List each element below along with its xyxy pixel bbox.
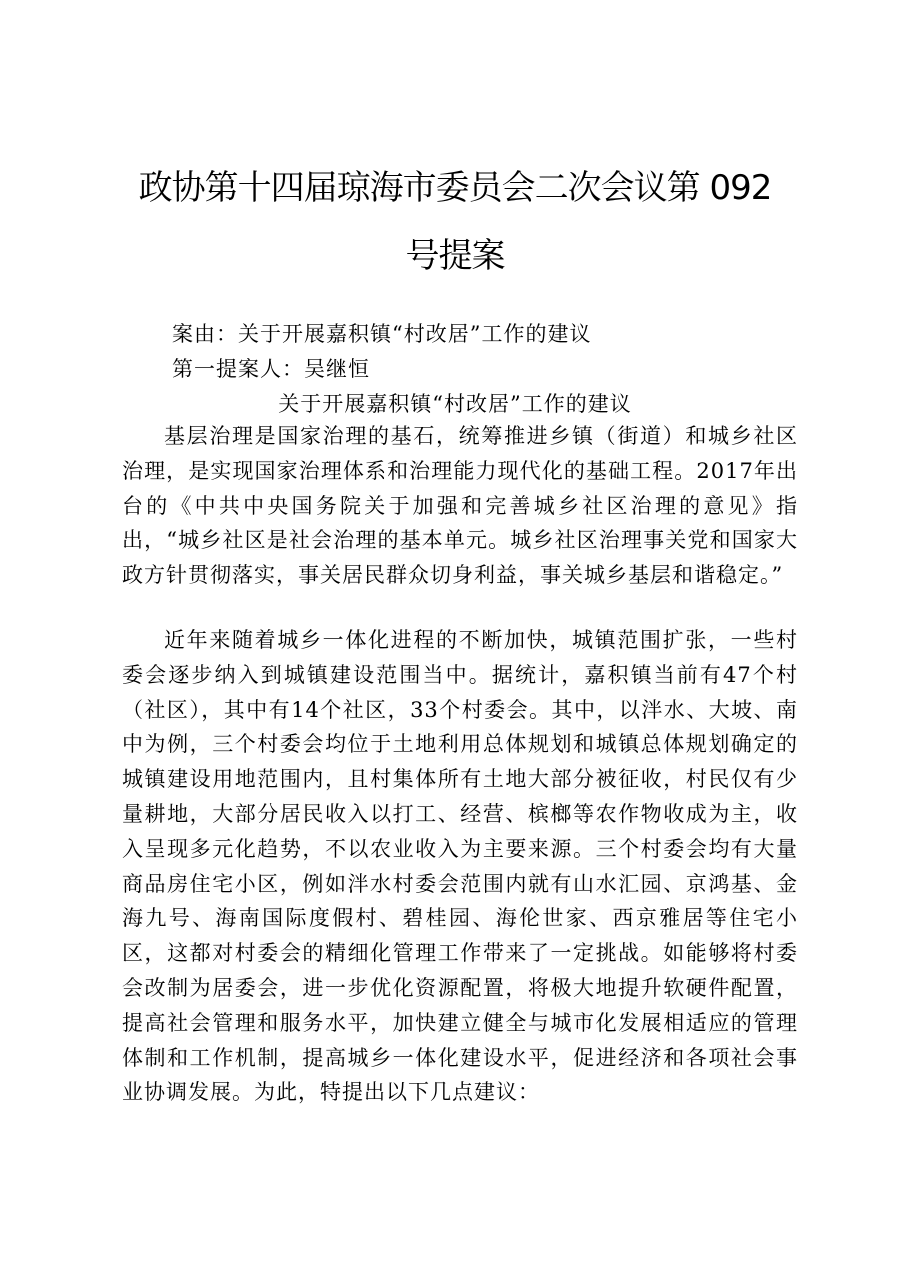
body-paragraph-2: 近年来随着城乡一体化进程的不断加快，城镇范围扩张，一些村委会逐步纳入到城镇建设范围当中。据统计，嘉积镇当前有47个村（社区），其中有14个社区，33个村委会。其中，以泮水、大坡、南中为例，三个村委会均位于土地利用总体规划和城镇总体规划确定的城镇建设用地范围内，且村集体所有土地大部分被征收，村民仅有少量耕地，大部分居民收入以打工、经营、槟榔等农作物收成为主，收入呈现多元化趋势，不以农业收入为主要来源。三个村委会均有大量商品房住宅小区，例如泮水村委会范围内就有山水汇园、京鸿基、金海九号、海南国际度假村、碧桂园、海伦世家、西京雅居等住宅小区，这都对村委会的精细化管理工作带来了一定挑战。如能够将村委会改制为居委会，进一步优化资源配置，将极大地提升软硬件配置，提高社会管理和服务水平，加快建立健全与城市化发展相适应的管理体制和工作机制，提高城乡一体化建设水平，促进经济和各项社会事业协调发展。为此，特提出以下几点建议： (122, 628, 798, 1105)
first-proposer: 第一提案人：吴继恒 (172, 357, 370, 381)
document-title-line-2: 号提案 (405, 236, 505, 276)
document-title-line-1: 政协第十四届琼海市委员会二次会议第 092 (138, 168, 772, 208)
body-paragraph-1: 基层治理是国家治理的基石，统筹推进乡镇（街道）和城乡社区治理，是实现国家治理体系和治理能力现代化的基础工程。2017年出台的《中共中央国务院关于加强和完善城乡社区治理的意见》指出，“城乡社区是社会治理的基本单元。城乡社区治理事关党和国家大政方针贯彻落实，事关居民群众切身利益，事关城乡基层和谐稳定。” (122, 424, 798, 588)
proposal-reason: 案由：关于开展嘉积镇“村改居”工作的建议 (172, 322, 592, 346)
proposal-subtitle: 关于开展嘉积镇“村改居”工作的建议 (278, 392, 632, 416)
